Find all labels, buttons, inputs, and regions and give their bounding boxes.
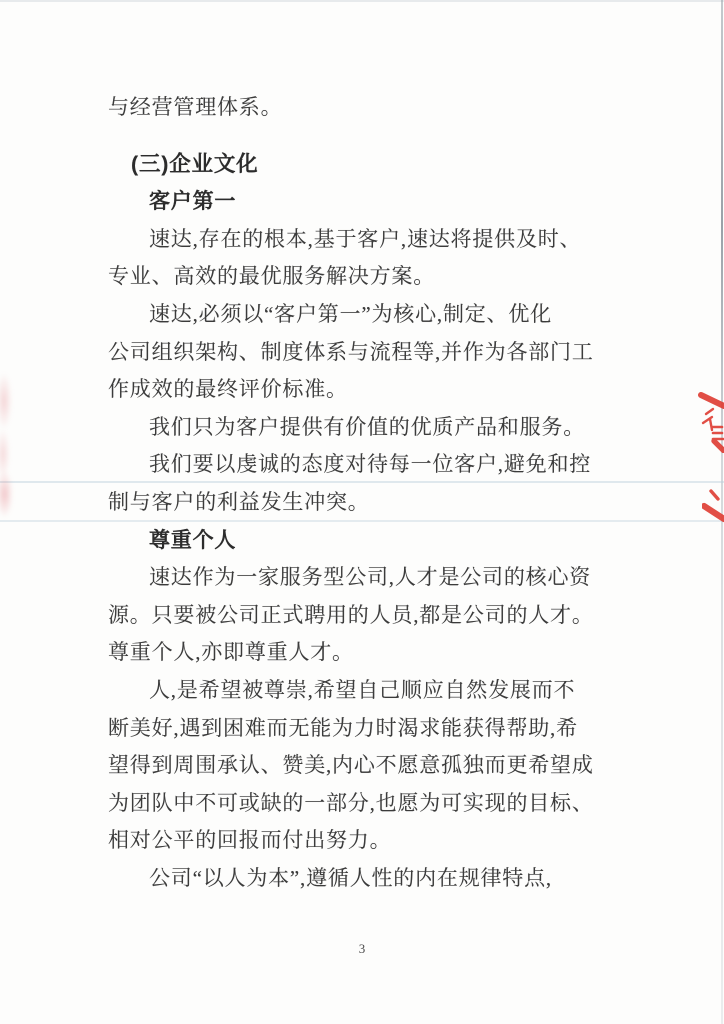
red-seal-fragment-lower <box>702 486 724 524</box>
text-line: 速达,存在的根本,基于客户,速达将提供及时、 <box>149 226 582 251</box>
text-line: 断美好,遇到困难而无能为力时渴求能获得帮助,希 <box>108 715 578 740</box>
text-line: 作成效的最终评价标准。 <box>108 377 348 402</box>
ink-bleed-smudge <box>0 470 13 518</box>
text-line: 公司组织架构、制度体系与流程等,并作为各部门工 <box>108 339 594 364</box>
text-line: 与经营管理体系。 <box>108 95 283 119</box>
text-line: 速达,必须以“客户第一”为核心,制定、优化 <box>149 301 552 326</box>
red-seal-fragment-upper <box>698 383 724 453</box>
text-line: 源。只要被公司正式聘用的人员,都是公司的人才。 <box>108 602 594 627</box>
section-heading: (三)企业文化 <box>131 151 259 176</box>
text-line: 速达作为一家服务型公司,人才是公司的核心资 <box>149 565 592 590</box>
scan-edge-top <box>0 0 724 2</box>
sub-heading: 尊重个人 <box>149 528 237 552</box>
text-line: 我们只为客户提供有价值的优质产品和服务。 <box>149 414 585 439</box>
text-line: 我们要以虔诚的态度对待每一位客户,避免和控 <box>149 452 592 477</box>
text-line: 公司“以人为本”,遵循人性的内在规律特点, <box>149 865 552 890</box>
text-line: 尊重个人,亦即尊重人才。 <box>108 640 354 665</box>
text-line: 制与客户的利益发生冲突。 <box>108 489 370 514</box>
page-number: 3 <box>358 941 366 956</box>
sub-heading: 客户第一 <box>149 190 237 214</box>
text-line: 专业、高效的最优服务解决方案。 <box>108 264 435 289</box>
text-body <box>108 89 636 897</box>
text-line: 望得到周围承认、赞美,内心不愿意孤独而更希望成 <box>108 753 594 778</box>
text-line: 人,是希望被尊崇,希望自己顺应自然发展而不 <box>149 677 576 702</box>
ink-bleed-smudge <box>0 372 12 430</box>
text-line: 相对公平的回报而付出努力。 <box>108 828 392 853</box>
text-line: 为团队中不可或缺的一部分,也愿为可实现的目标、 <box>108 790 594 815</box>
